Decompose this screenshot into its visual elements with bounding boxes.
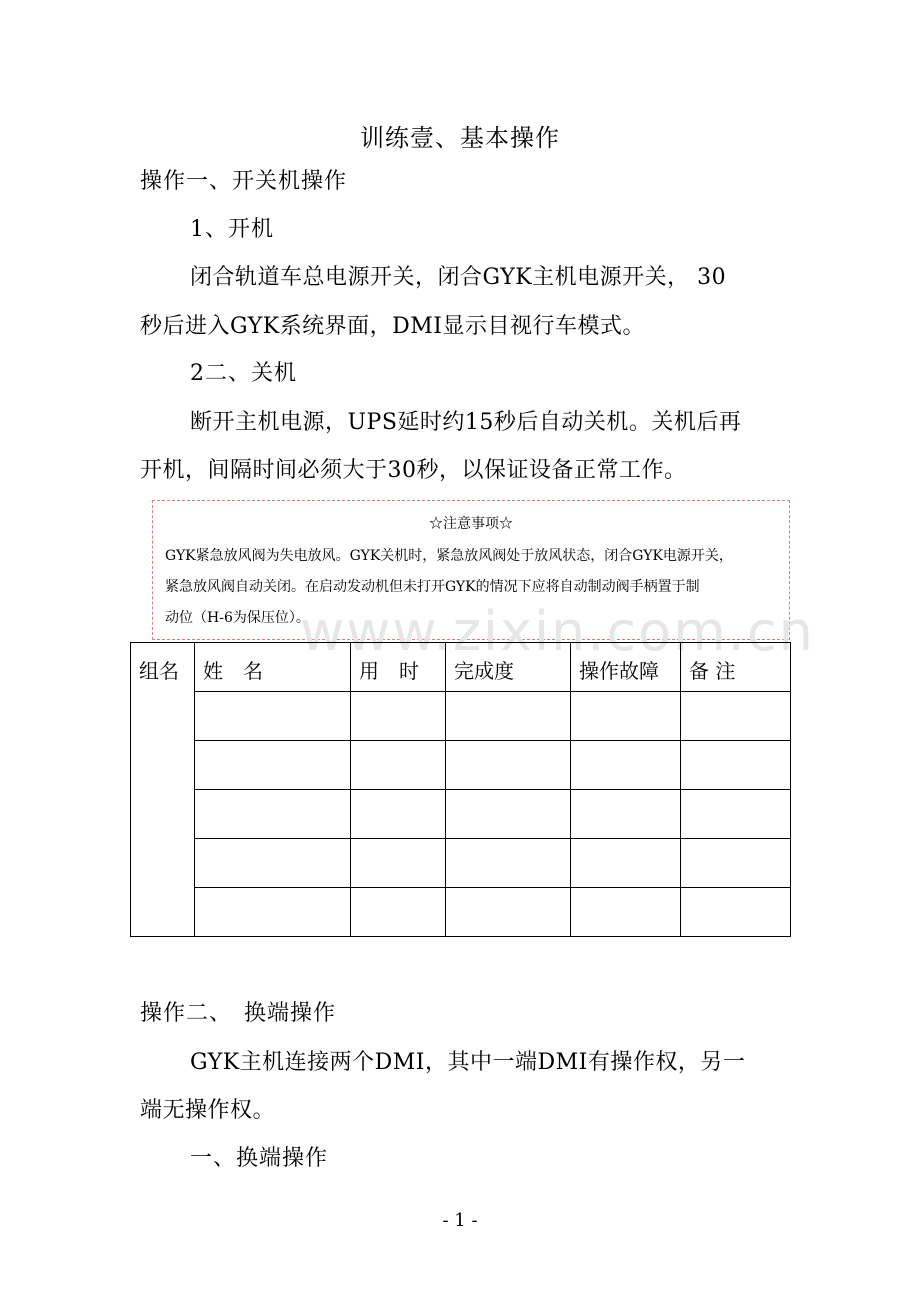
score-table (130, 642, 791, 937)
table-cell (681, 888, 791, 937)
table-cell (351, 741, 446, 790)
table-cell (446, 741, 571, 790)
table-cell (571, 839, 681, 888)
table-cell (681, 741, 791, 790)
table-cell (571, 741, 681, 790)
table-cell (195, 839, 351, 888)
table-cell (681, 790, 791, 839)
table-cell (195, 741, 351, 790)
table-header-row (131, 643, 791, 692)
table-cell (446, 888, 571, 937)
table-header-time: 用 时 (351, 643, 446, 692)
section1-heading: 操作一、开关机操作 (140, 169, 348, 194)
table-cell (571, 888, 681, 937)
table-row (131, 790, 791, 839)
table-cell (351, 888, 446, 937)
table-cell (446, 692, 571, 741)
section1-para2-line2: 开机，间隔时间必须大于30秒，以保证设备正常工作。 (140, 458, 687, 483)
page-number: - 1 - (442, 1210, 478, 1231)
notice-line-2: 紧急放风阀自动关闭。在启动发动机但未打开GYK的情况下应将自动制动阀手柄置于制 (165, 579, 700, 595)
table-cell (571, 790, 681, 839)
section1-sub-power-on: 1、开机 (190, 217, 274, 242)
notice-line-1: GYK紧急放风阀为失电放风。GYK关机时，紧急放风阀处于放风状态，闭合GYK电源开关， (165, 548, 733, 564)
page-title: 训练壹、基本操作 (360, 124, 560, 152)
section2-para-line1: GYK主机连接两个DMI，其中一端DMI有操作权，另一 (190, 1050, 746, 1075)
section2-para-line2: 端无操作权。 (140, 1098, 276, 1123)
table-row (131, 741, 791, 790)
section1-para2-line1: 断开主机电源，UPS延时约15秒后自动关机。关机后再 (190, 410, 742, 435)
table-header-fault: 操作故障 (571, 643, 681, 692)
table-header-name: 姓 名 (195, 643, 351, 692)
table-cell (446, 790, 571, 839)
table-cell (195, 888, 351, 937)
section1-para1-line1: 闭合轨道车总电源开关，闭合GYK主机电源开关， 30 (190, 265, 727, 290)
notice-title: ☆注意事项☆ (429, 516, 513, 532)
table-row (131, 888, 791, 937)
table-row (131, 692, 791, 741)
table-cell (351, 790, 446, 839)
watermark: www.zixin.com.cn (300, 600, 815, 663)
section1-sub-power-off: 2二、关机 (190, 361, 297, 386)
table-cell (351, 692, 446, 741)
table-cell (681, 839, 791, 888)
section2-heading: 操作二、 换端操作 (140, 1001, 337, 1026)
notice-line-3: 动位（H-6为保压位）。 (165, 610, 310, 626)
section1-para1-line2: 秒后进入GYK系统界面，DMI显示目视行车模式。 (140, 314, 646, 339)
table-header-completion: 完成度 (446, 643, 571, 692)
table-cell (195, 790, 351, 839)
table-row (131, 839, 791, 888)
section2-sub-switch-end: 一、换端操作 (190, 1146, 329, 1171)
table-cell (681, 692, 791, 741)
table-header-group: 组名 (131, 643, 195, 937)
table-cell (351, 839, 446, 888)
table-cell (446, 839, 571, 888)
table-cell (571, 692, 681, 741)
table-header-remarks: 备 注 (681, 643, 791, 692)
table-cell (195, 692, 351, 741)
